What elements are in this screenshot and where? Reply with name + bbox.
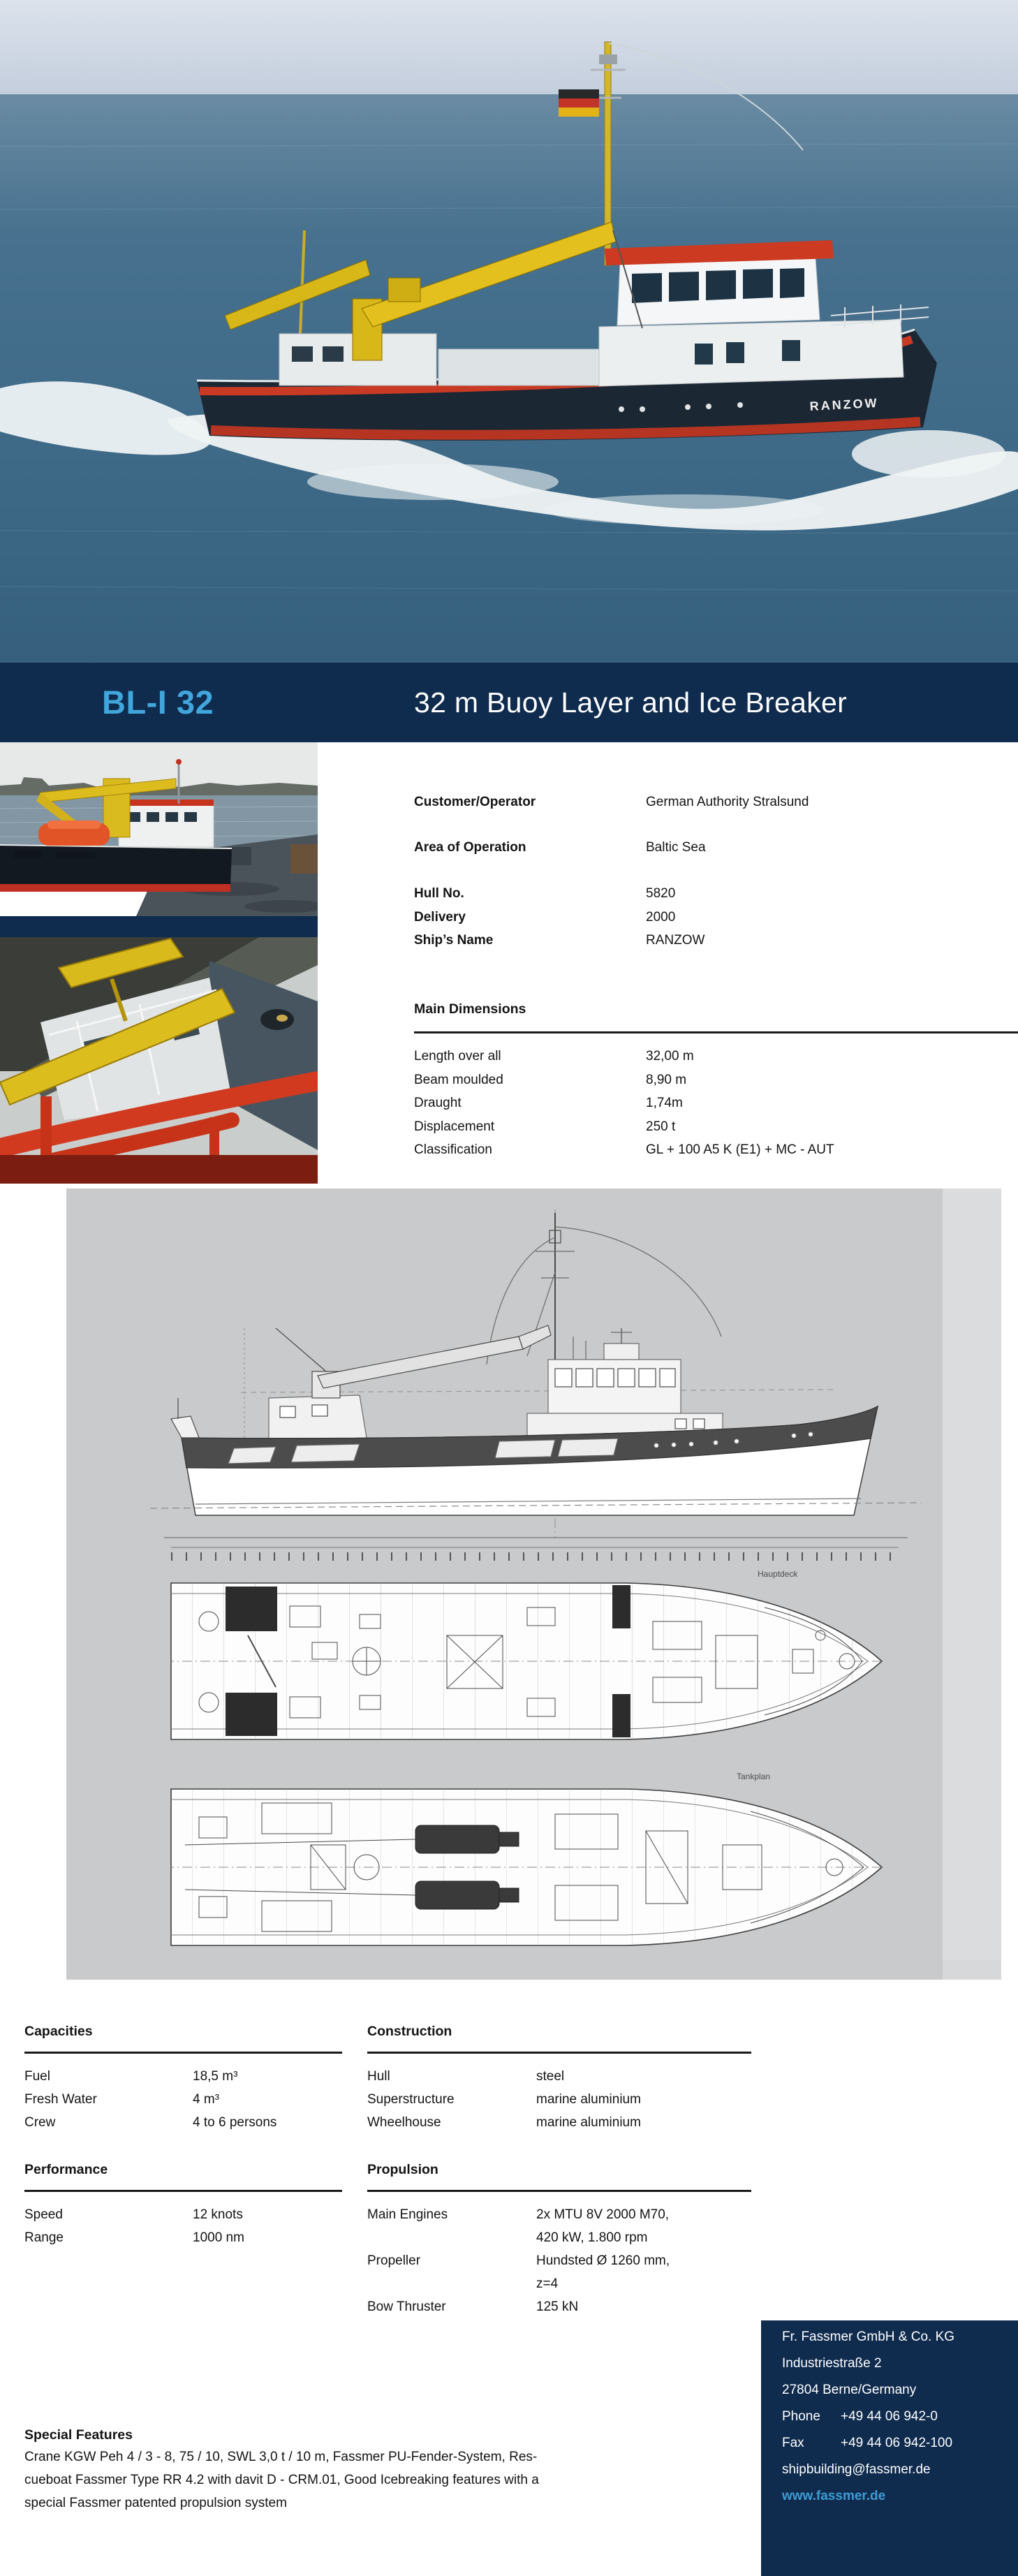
capacity-value: 18,5 m³ xyxy=(193,2069,238,2084)
overview-label: Delivery xyxy=(414,910,466,925)
construction-value: steel xyxy=(536,2069,565,2084)
propulsion-label: Propeller xyxy=(367,2253,421,2268)
capacity-value: 4 m³ xyxy=(193,2092,219,2107)
construction-label: Hull xyxy=(367,2069,390,2084)
construction-heading: Construction xyxy=(367,2024,452,2039)
dimension-value: 1,74m xyxy=(646,1096,683,1110)
deck-plan-label: Tankplan xyxy=(737,1772,771,1781)
propulsion-label: Main Engines xyxy=(367,2207,448,2222)
main-dimensions-rule xyxy=(414,1031,1018,1033)
propulsion-value: Hundsted Ø 1260 mm, xyxy=(536,2253,670,2268)
fax-number: +49 44 06 942-100 xyxy=(841,2436,953,2450)
company-email[interactable]: shipbuilding@fassmer.de xyxy=(782,2462,931,2477)
construction-rule xyxy=(367,2052,751,2054)
special-features-heading: Special Features xyxy=(24,2427,133,2443)
fax-label: Fax xyxy=(782,2436,804,2450)
construction-label: Superstructure xyxy=(367,2092,455,2107)
general-arrangement-drawing xyxy=(66,1188,943,1980)
model-code: BL-I 32 xyxy=(102,684,214,721)
performance-heading: Performance xyxy=(24,2162,108,2177)
page-title: 32 m Buoy Layer and Ice Breaker xyxy=(414,686,848,719)
performance-label: Speed xyxy=(24,2207,63,2222)
overview-label: Hull No. xyxy=(414,886,464,901)
capacity-label: Fuel xyxy=(24,2069,50,2084)
company-phone xyxy=(782,2409,938,2424)
overview-value: Baltic Sea xyxy=(646,840,706,855)
drawings-edge xyxy=(943,1188,1001,1980)
company-info-box xyxy=(761,2320,1018,2576)
propulsion-value: 420 kW, 1.800 rpm xyxy=(536,2230,648,2245)
propulsion-label: Bow Thruster xyxy=(367,2299,446,2314)
propulsion-value: 2x MTU 8V 2000 M70, xyxy=(536,2207,670,2222)
dimension-value: 32,00 m xyxy=(646,1049,694,1063)
special-features-text: special Fassmer patented propulsion system xyxy=(24,2496,287,2510)
german-flag xyxy=(559,89,599,117)
company-fax xyxy=(782,2436,952,2451)
dimension-label: Draught xyxy=(414,1096,462,1110)
dimension-value: 250 t xyxy=(646,1119,676,1134)
overview-label: Customer/Operator xyxy=(414,795,536,809)
company-name: Fr. Fassmer GmbH & Co. KG xyxy=(782,2330,955,2344)
phone-number: +49 44 06 942-0 xyxy=(841,2409,938,2424)
dimension-value: 8,90 m xyxy=(646,1073,687,1087)
hero-ship-name: RANZOW xyxy=(809,395,880,413)
overview-label: Ship’s Name xyxy=(414,933,494,948)
propulsion-value: 125 kN xyxy=(536,2299,579,2314)
performance-label: Range xyxy=(24,2230,64,2245)
capacities-rule xyxy=(24,2052,342,2054)
performance-value: 1000 nm xyxy=(193,2230,244,2245)
construction-label: Wheelhouse xyxy=(367,2115,441,2130)
company-website-link[interactable]: www.fassmer.de xyxy=(782,2489,886,2503)
company-city: 27804 Berne/Germany xyxy=(782,2383,917,2397)
dimension-label: Classification xyxy=(414,1142,492,1157)
capacity-label: Crew xyxy=(24,2115,56,2130)
propulsion-heading: Propulsion xyxy=(367,2162,438,2177)
special-features-text: Crane KGW Peh 4 / 3 - 8, 75 / 10, SWL 3,0 t / 10 m, Fassmer PU-Fender-System, Res- xyxy=(24,2450,538,2464)
dimension-label: Displacement xyxy=(414,1119,495,1134)
overview-value: German Authority Stralsund xyxy=(646,795,809,809)
overview-label: Area of Operation xyxy=(414,840,526,855)
special-features-text: cueboat Fassmer Type RR 4.2 with davit D - CRM.01, Good Icebreaking features with a xyxy=(24,2473,539,2487)
construction-value: marine aluminium xyxy=(536,2092,641,2107)
dimension-label: Length over all xyxy=(414,1049,501,1063)
overview-value: 5820 xyxy=(646,886,676,901)
construction-value: marine aluminium xyxy=(536,2115,641,2130)
hero-photo-art xyxy=(0,0,1018,663)
main-dimensions-heading: Main Dimensions xyxy=(414,1001,526,1017)
deck-plan-label: Hauptdeck xyxy=(758,1569,798,1579)
hero-photo xyxy=(0,0,1018,663)
overview-value: 2000 xyxy=(646,910,676,925)
title-bar xyxy=(0,663,1018,742)
propulsion-value: z=4 xyxy=(536,2276,559,2291)
dimension-value: GL + 100 A5 K (E1) + MC - AUT xyxy=(646,1142,834,1157)
performance-value: 12 knots xyxy=(193,2207,243,2222)
performance-rule xyxy=(24,2190,342,2192)
harbour-photo xyxy=(0,742,318,916)
dimension-label: Beam moulded xyxy=(414,1073,503,1087)
phone-label: Phone xyxy=(782,2409,820,2424)
overview-value: RANZOW xyxy=(646,933,705,948)
capacity-label: Fresh Water xyxy=(24,2092,97,2107)
capacity-value: 4 to 6 persons xyxy=(193,2115,277,2130)
photo-divider xyxy=(0,916,318,937)
propulsion-rule xyxy=(367,2190,751,2192)
company-street: Industriestraße 2 xyxy=(782,2356,882,2371)
capacities-heading: Capacities xyxy=(24,2024,93,2039)
deck-closeup-photo xyxy=(0,937,318,1184)
